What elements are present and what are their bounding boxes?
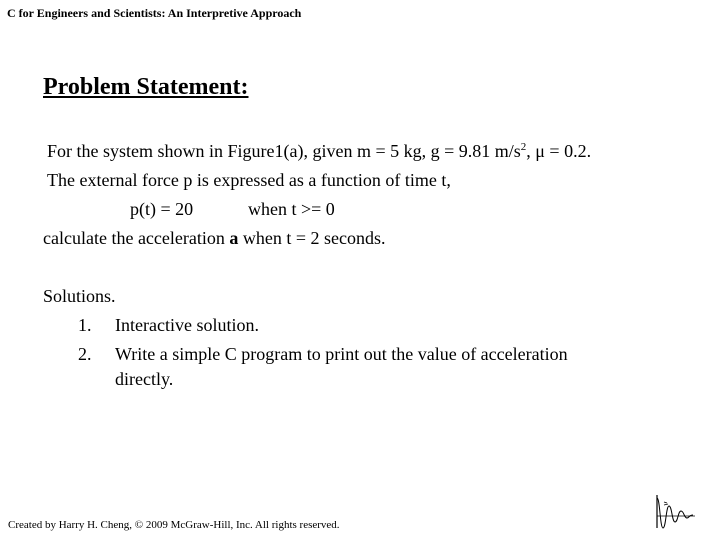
statement-line-1-post: , μ = 0.2. (526, 141, 592, 161)
solution-item-2: Write a simple C program to print out the value of acceleration (115, 344, 568, 364)
solution-number-1: 1. (78, 315, 92, 335)
statement-line-4 (43, 228, 386, 249)
statement-line-1-pre: For the system shown in Figure1(a), given m = 5 kg, g = 9.81 m/s (47, 141, 521, 161)
solution-item-1: Interactive solution. (115, 315, 259, 335)
solution-item-2-continued: directly. (115, 369, 174, 389)
force-equation: p(t) = 20 (130, 199, 194, 219)
slide-title: Problem Statement: (43, 74, 249, 100)
statement-line-1 (47, 141, 591, 162)
statement-line-1-sup: 2 (520, 141, 527, 153)
statement-line-4-post: when t = 2 seconds. (238, 228, 386, 248)
statement-line-2: The external force p is expressed as a function of time t, (47, 170, 451, 190)
footer-credit: Created by Harry H. Cheng, © 2009 McGraw-Hill, Inc. All rights reserved. (8, 519, 340, 531)
force-condition: when t >= 0 (248, 199, 335, 219)
statement-line-4-pre: calculate the acceleration (43, 228, 230, 248)
solution-number-2: 2. (78, 344, 92, 364)
acceleration-variable: a (229, 228, 239, 248)
damped-oscillation-logo-icon (655, 494, 697, 530)
header-title: C for Engineers and Scientists: An Interpretive Approach (7, 6, 302, 20)
solutions-heading: Solutions. (43, 286, 116, 306)
